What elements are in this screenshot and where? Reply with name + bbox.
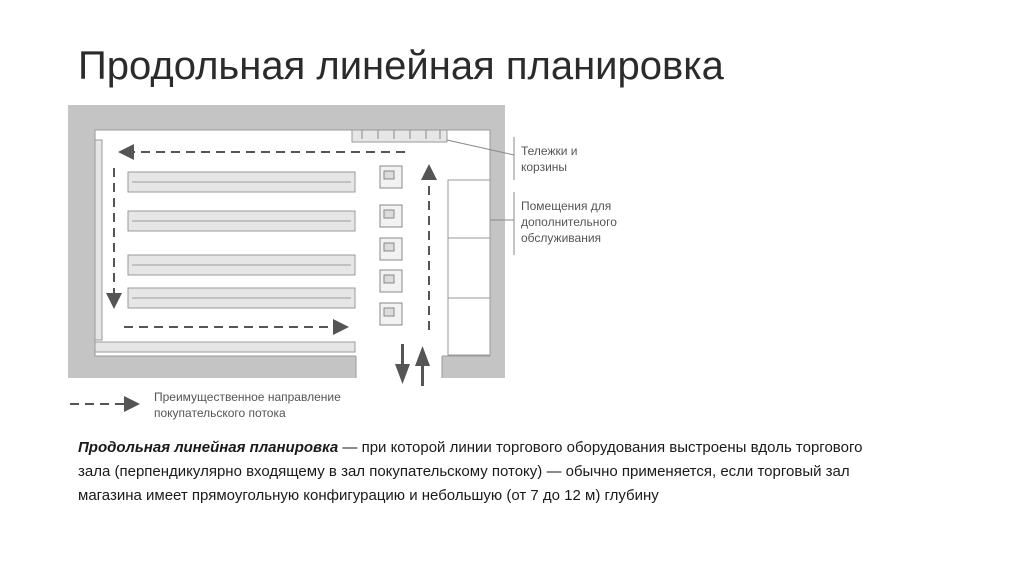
sales-floor <box>95 130 490 356</box>
wall-shelf-bottom <box>95 342 355 352</box>
wall-shelf-left <box>95 140 102 340</box>
shelf-row-4 <box>128 288 355 308</box>
shelf-row-3 <box>128 255 355 275</box>
description-paragraph <box>78 436 878 508</box>
label-carts: Тележки и корзины <box>521 144 578 174</box>
service-rooms <box>448 180 490 355</box>
description-text: — при которой линии торгового оборудования выстроены вдоль торгового зала (перпендикулярно входящему в зал покупательскому потоку) — обычно применяется, если торговый зал магазина имеет прямоугольную конфигурацию и небольшую (от 7 до 12 м) глубину <box>78 439 863 504</box>
label-service-rooms: Помещения для дополнительного обслуживания <box>521 199 617 245</box>
shelf-row-2 <box>128 211 355 231</box>
shelf-row-1 <box>128 172 355 192</box>
description-term: Продольная линейная планировка <box>78 439 339 456</box>
legend-label: Преимущественное направление покупательского потока <box>154 390 341 420</box>
cart-area <box>352 130 447 142</box>
slide-title: Продольная линейная планировка <box>78 44 724 88</box>
